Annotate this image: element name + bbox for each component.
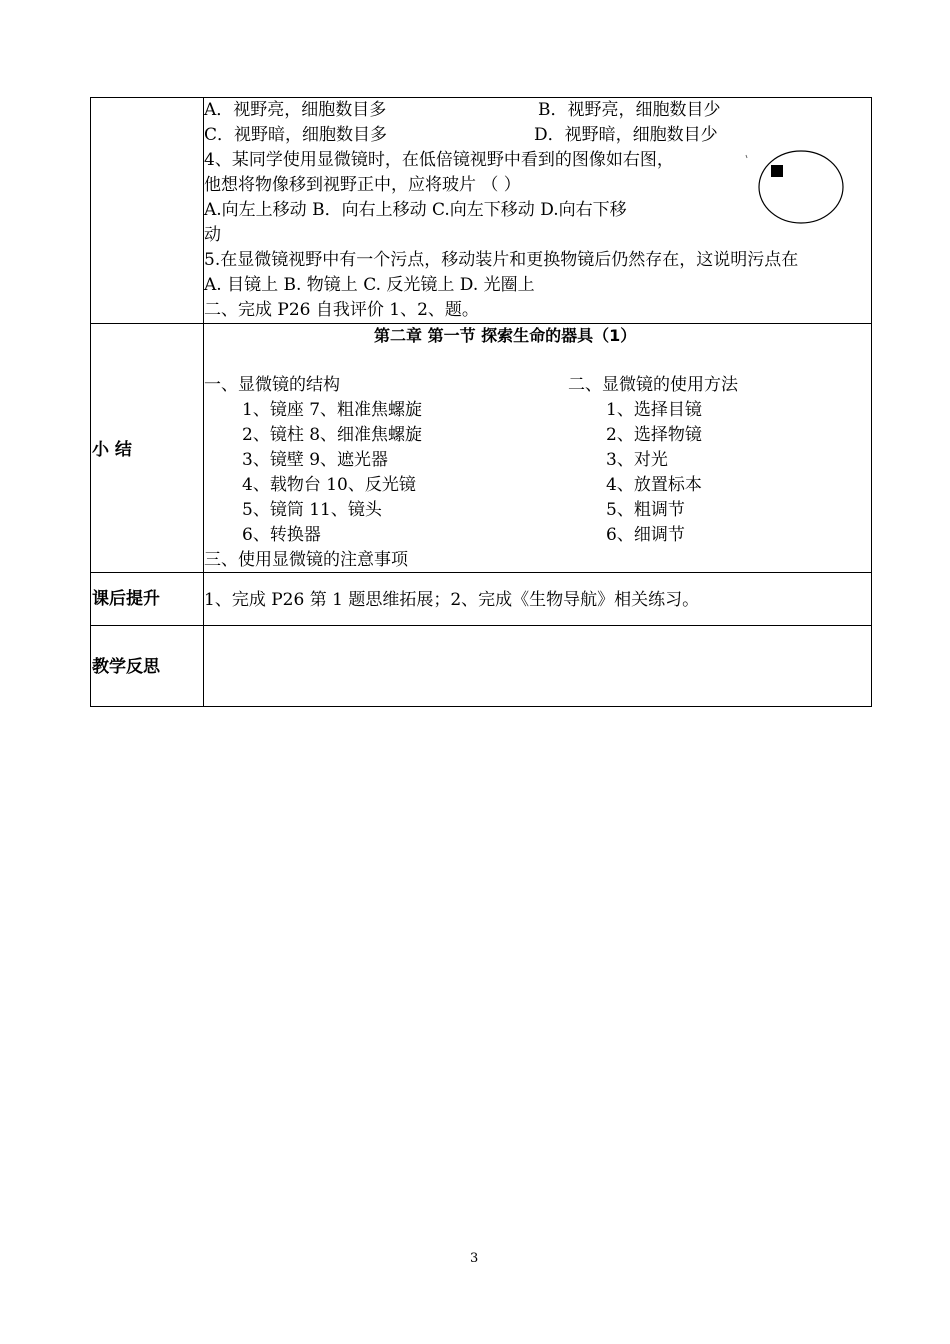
task-2-text: 二、完成 P26 自我评价 1、2、题。 bbox=[204, 300, 479, 320]
usage-step: 5、粗调节 bbox=[606, 500, 685, 520]
q4-line-1: 4、某同学使用显微镜时，在低倍镜视野中看到的图像如右图， bbox=[204, 150, 674, 170]
page-number: 3 bbox=[470, 1251, 479, 1266]
after-class-label: 课后提升 bbox=[92, 589, 160, 609]
q4-line-2: 他想将物像移到视野正中，应将玻片 （ ） bbox=[204, 175, 521, 195]
q4-options-wrap: 动 bbox=[204, 225, 221, 245]
usage-step: 3、对光 bbox=[606, 450, 668, 470]
summary-label: 小 结 bbox=[92, 440, 132, 460]
structure-heading: 一、显微镜的结构 bbox=[204, 375, 340, 395]
q5-options: A. 目镜上 B. 物镜上 C. 反光镜上 D. 光圈上 bbox=[204, 275, 535, 295]
usage-step: 6、细调节 bbox=[606, 525, 685, 545]
precautions-heading: 三、使用显微镜的注意事项 bbox=[204, 550, 408, 570]
table-row-divider-2 bbox=[90, 572, 872, 573]
structure-row: 1、镜座 7、粗准焦螺旋 bbox=[242, 400, 423, 420]
usage-heading: 二、显微镜的使用方法 bbox=[568, 375, 738, 395]
after-class-content: 1、完成 P26 第 1 题思维拓展；2、完成《生物导航》相关练习。 bbox=[204, 590, 700, 610]
microscope-field-figure bbox=[745, 145, 850, 227]
structure-row: 5、镜筒 11、镜头 bbox=[242, 500, 382, 520]
structure-row: 6、转换器 bbox=[242, 525, 321, 545]
summary-title: 第二章 第一节 探索生命的器具（1） bbox=[374, 326, 637, 345]
q3-option-a: A．视野亮，细胞数目多 bbox=[204, 100, 387, 120]
structure-row: 2、镜柱 8、细准焦螺旋 bbox=[242, 425, 423, 445]
q4-options: A.向左上移动 B．向右上移动 C.向左下移动 D.向右下移 bbox=[204, 200, 627, 220]
q5-line-1: 5.在显微镜视野中有一个污点，移动装片和更换物镜后仍然存在，这说明污点在 bbox=[204, 250, 799, 270]
q3-option-b: B．视野亮，细胞数目少 bbox=[538, 100, 721, 120]
specimen-image-square bbox=[771, 165, 783, 177]
usage-step: 1、选择目镜 bbox=[606, 400, 702, 420]
table-top-border bbox=[90, 97, 872, 98]
structure-row: 4、载物台 10、反光镜 bbox=[242, 475, 416, 495]
reflection-label: 教学反思 bbox=[92, 657, 160, 677]
table-row-divider-3 bbox=[90, 625, 872, 626]
field-of-view-circle bbox=[759, 151, 843, 223]
table-bottom-border bbox=[90, 706, 872, 707]
figure-tick-mark bbox=[746, 155, 747, 158]
table-left-border bbox=[90, 97, 91, 707]
usage-step: 4、放置标本 bbox=[606, 475, 702, 495]
q3-option-c: C．视野暗，细胞数目多 bbox=[204, 125, 388, 145]
table-right-border bbox=[871, 97, 872, 707]
usage-step: 2、选择物镜 bbox=[606, 425, 702, 445]
table-row-divider-1 bbox=[90, 323, 872, 324]
structure-row: 3、镜壁 9、遮光器 bbox=[242, 450, 389, 470]
q3-option-d: D．视野暗，细胞数目少 bbox=[534, 125, 718, 145]
